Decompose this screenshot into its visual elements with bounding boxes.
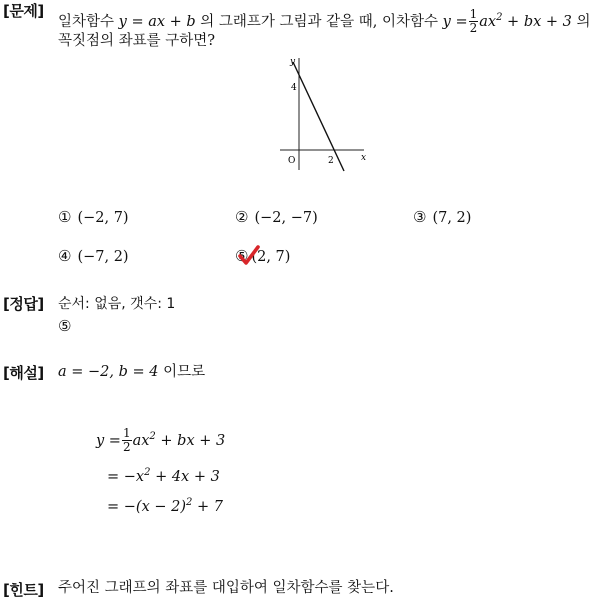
choice-value: (−7, 2) [77, 249, 129, 265]
choice-number: ① [58, 208, 72, 226]
fraction-numerator: 1 [469, 7, 478, 22]
equation-term: + 7 [192, 498, 223, 515]
x-axis-label: x [361, 153, 367, 163]
quadratic-fraction [469, 8, 479, 35]
choice-number: ② [235, 208, 249, 226]
equation-exponent: 2 [186, 497, 193, 508]
linear-function-line [293, 62, 344, 171]
choice-number: ⑤ [235, 247, 249, 265]
choice-number: ③ [413, 208, 427, 226]
quadratic-term-b: + bx + 3 [502, 13, 572, 30]
y-intercept-label: 4 [291, 83, 297, 93]
fraction-denominator: 2 [469, 21, 478, 36]
quadratic-exponent: 2 [496, 12, 503, 23]
solution-equation-2 [107, 463, 220, 487]
solution-intro [58, 362, 205, 382]
equation-term: ax [132, 432, 150, 449]
answer-line-1: 순서: 없음, 갯수: 1 [58, 296, 176, 312]
fraction-denominator: 2 [122, 440, 131, 455]
origin-label: O [288, 156, 296, 166]
choice-value: (−2, −7) [254, 210, 318, 226]
linear-graph [278, 54, 370, 174]
choice-2[interactable] [235, 208, 318, 226]
equation-term: = −x [107, 468, 145, 485]
solution-intro-text: 이므로 [163, 364, 206, 380]
solution-values: a = −2, b = 4 [58, 364, 159, 380]
problem-tag: [문제] [3, 2, 44, 20]
y-axis-label: y [290, 57, 296, 67]
hint-text: 주어진 그래프의 좌표를 대입하여 일차함수를 찾는다. [58, 580, 394, 596]
choice-number: ④ [58, 247, 72, 265]
problem-suffix: 의 [576, 13, 591, 30]
linear-function: y = ax + b [118, 13, 196, 30]
fraction-numerator: 1 [122, 426, 131, 441]
equation-term: + bx + 3 [155, 432, 226, 449]
choice-3[interactable] [413, 208, 471, 226]
hint-tag: [힌트] [3, 581, 44, 599]
choice-1[interactable] [58, 208, 129, 226]
x-intercept-label: 2 [328, 156, 334, 166]
equation-fraction [122, 427, 132, 454]
quadratic-term-a: ax [479, 13, 497, 30]
equation-term: = −(x − 2) [107, 498, 186, 515]
equation-exponent: 2 [144, 467, 151, 478]
choice-4[interactable] [58, 247, 129, 265]
problem-line-2: 꼭짓점의 좌표를 구하면? [58, 33, 216, 49]
answer-line-2: ⑤ [58, 317, 72, 335]
problem-prefix: 일차함수 [58, 13, 115, 30]
solution-tag: [해설] [3, 364, 44, 382]
equation-lhs: y = [96, 432, 121, 449]
equation-exponent: 2 [149, 431, 156, 442]
choice-value: (2, 7) [251, 249, 291, 265]
choice-value: (7, 2) [432, 210, 472, 226]
checkmark-icon [238, 244, 260, 266]
problem-mid: 의 그래프가 그림과 같을 때, 이차함수 [200, 13, 439, 30]
solution-equation-3 [107, 493, 223, 517]
choice-value: (−2, 7) [77, 210, 129, 226]
quadratic-lhs: y = [442, 13, 468, 30]
solution-equation-1 [96, 427, 225, 454]
equation-term: + 4x + 3 [150, 468, 220, 485]
answer-tag: [정답] [3, 295, 44, 313]
